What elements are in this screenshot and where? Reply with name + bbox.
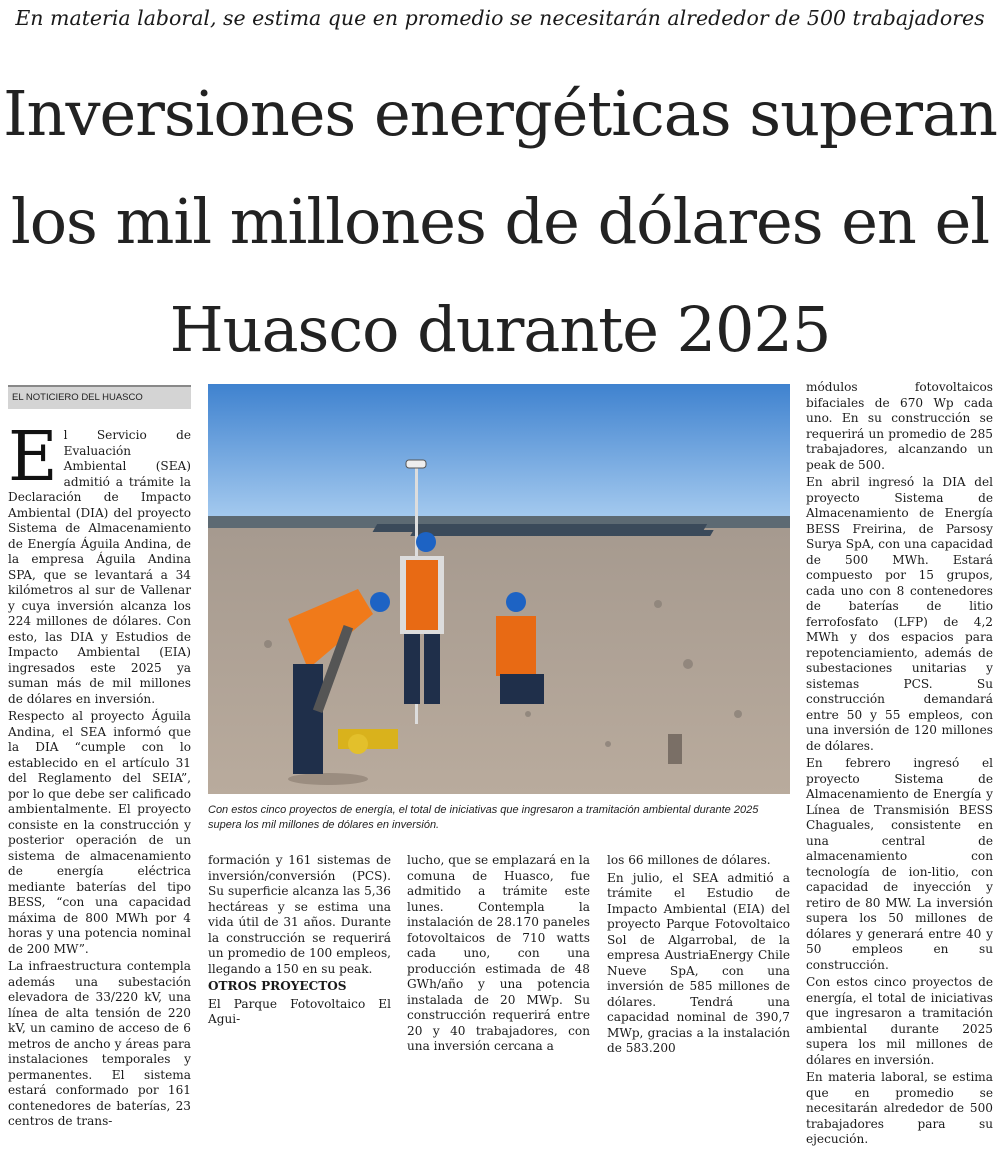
kicker: En materia laboral, se estima que en promedio se necesitarán alrededor de 500 trabajadores	[15, 6, 985, 30]
subhead-otros-proyectos: OTROS PROYECTOS	[208, 979, 347, 993]
drop-cap: E	[8, 418, 58, 497]
article-column-4	[607, 853, 790, 1059]
paragraph-3-continued: formación y 161 sistemas de inversión/conversión (PCS). Su superficie alcanza las 5,36 hectáreas y se estima una vida útil de 31 años. Durante la construcción se requerirá un promedio de 100 empleos, llegando a 150 en su peak.	[208, 853, 391, 976]
paragraph-9: En materia laboral, se estima que en promedio se necesitarán alrededor de 500 trabajadores para su ejecución.	[806, 1070, 993, 1146]
article-column-5	[806, 380, 993, 1150]
article-column-3	[407, 853, 590, 1057]
source-label: EL NOTICIERO DEL HUASCO	[8, 385, 191, 409]
paragraph-7: En febrero ingresó el proyecto Sistema de Almacenamiento de Energía y Línea de Transmisión BESS Chaguales, consistente en una central de almacenamiento con tecnología de ion-litio, con capacidad de inyección y retiro de 80 MW. La inversión supera los 50 millones de dólares y generará entre 40 y 50 empleos en su construcción.	[806, 756, 993, 972]
paragraph-1	[8, 418, 191, 707]
paragraph-4-end: los 66 millones de dólares.	[607, 853, 771, 867]
paragraph-8: Con estos cinco proyectos de energía, el total de iniciativas que ingresaron a tramitación ambiental durante 2025 supera los mil millones de dólares en inversión.	[806, 975, 993, 1067]
paragraph-1-text: l Servicio de Evaluación Ambiental (SEA) admitió a trámite la Declaración de Impacto Ambiental (DIA) del proyecto Sistema de Almacenamiento de Energía Águila Andina, de la empresa Águila Andina SPA, que se levantará a 34 kilómetros al sur de Vallenar y cuya inversión alcanza los 224 millones de dólares. Con esto, las DIA y Estudios de Impacto Ambiental (EIA) ingresados este 2025 ya suman más de mil millones de dólares en inversión.	[8, 428, 191, 706]
paragraph-5-start: En julio, el SEA admitió a trámite el Estudio de Impacto Ambiental (EIA) del proyecto Parque Fotovoltaico Sol de Algarrobal, de la empresa AustriaEnergy Chile Nueve SpA, con una inversión de 585 millones de dólares. Tendrá una capacidad nominal de 390,7 MWp, gracias a la instalación de 583.200	[607, 870, 790, 1055]
article-column-2	[208, 853, 391, 1030]
headline-line-3: Huasco durante 2025	[169, 293, 831, 366]
paragraph-4-continued: lucho, que se emplazará en la comuna de Huasco, fue admitido a trámite este lunes. Contempla la instalación de 28.170 paneles fotovoltaicos de 710 watts cada uno, con una producción estimada de 48 GWh/año y una potencia instalada de 20 MWp. Su construcción requerirá entre 20 y 40 trabajadores, con una inversión cercana a	[407, 853, 590, 1053]
paragraph-4-start: El Parque Fotovoltaico El Agui-	[208, 996, 391, 1026]
headline-line-1: Inversiones energéticas superan	[3, 77, 997, 150]
photo-illustration	[208, 384, 790, 794]
paragraph-2: Respecto al proyecto Águila Andina, el SEA informó que la DIA “cumple con lo establecido en el artículo 31 del Reglamento del SEIA”, por lo que debe ser calificado ambientalmente. El proyecto consiste en la construcción y posterior operación de un sistema de almacenamiento de energía eléctrica mediante baterías del tipo BESS, “con una capacidad máxima de 800 MWh por 4 horas y una potencia nominal de 200 MW”.	[8, 709, 191, 956]
headline-line-2: los mil millones de dólares en el	[10, 185, 990, 258]
headline	[0, 60, 1000, 384]
paragraph-3: La infraestructura contempla además una subestación elevadora de 33/220 kV, una línea de alta tensión de 220 kV, un camino de acceso de 6 metros de ancho y áreas para instalaciones temporales y permanentes. El sistema estará conformado por 161 contenedores de baterías, 23 centros de trans-	[8, 959, 191, 1128]
article-column-1	[8, 418, 191, 1132]
paragraph-5-end: módulos fotovoltaicos bifaciales de 670 Wp cada uno. En su construcción se requerirá un promedio de 285 trabajadores, alcanzando un peak de 500.	[806, 380, 993, 472]
photo-caption: Con estos cinco proyectos de energía, el total de iniciativas que ingresaron a tramitación ambiental durante 2025 supera los mil millones de dólares en inversión.	[208, 804, 759, 831]
paragraph-6: En abril ingresó la DIA del proyecto Sistema de Almacenamiento de Energía BESS Freirina, de Parsosy Surya SpA, con una capacidad de 500 MWh. Estará compuesto por 15 grupos, cada uno con 8 contenedores de baterías de litio ferrofosfato (LFP) de 4,2 MWh y dos espacios para repotenciamiento, además de subestaciones unitarias y sistemas PCS. Su construcción demandará entre 50 y 55 empleos, con una inversión de 120 millones de dólares.	[806, 475, 993, 753]
article-photo	[208, 384, 790, 794]
